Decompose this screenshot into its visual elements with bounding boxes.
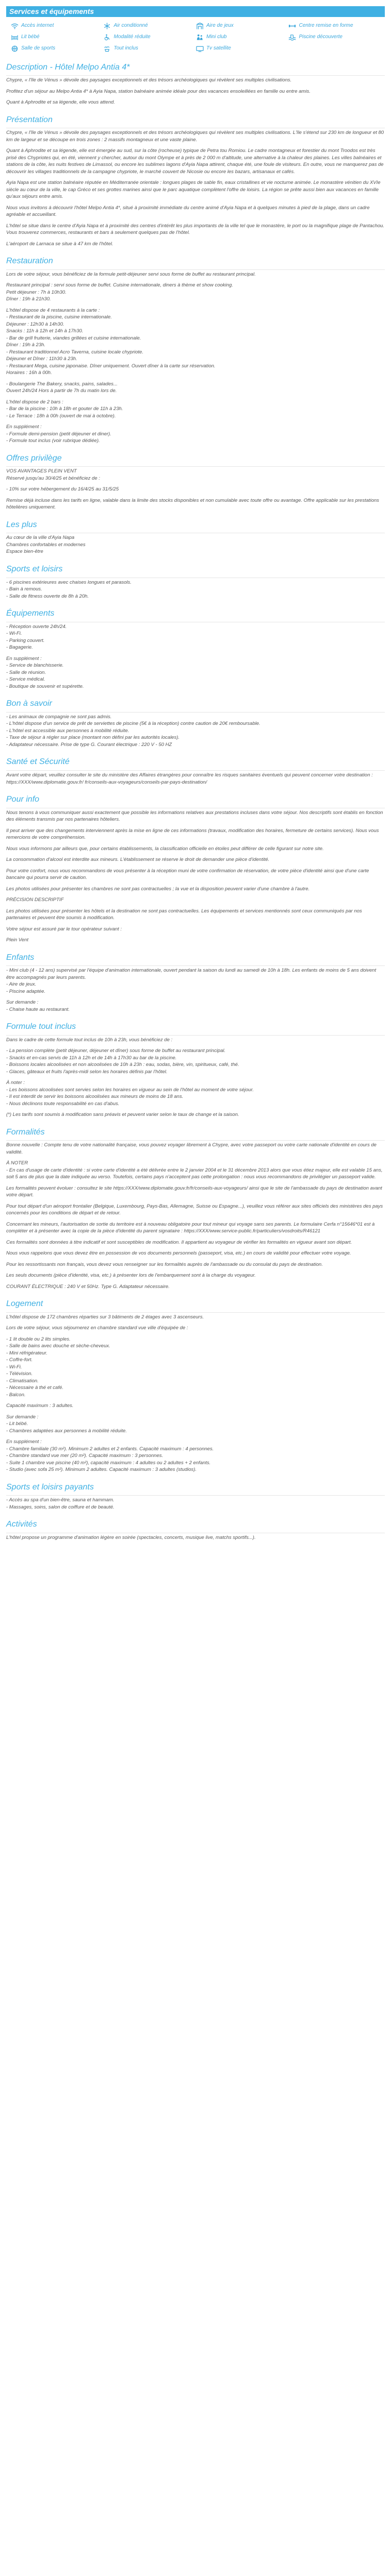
info-paragraph: Plein Vent	[6, 937, 28, 943]
sports-payants-section	[6, 1497, 385, 1511]
text-line: Espace bien-être	[6, 549, 43, 555]
text-line: Chambres confortables et modernes	[6, 541, 86, 548]
presentation-paragraph: L'aéroport de Larnaca se situe à 47 km de l'hôtel.	[6, 241, 113, 247]
text-line: L'hôtel propose un programme d'animation légère en soirée (spectacles, concerts, musique live, matchs sportifs...).	[6, 1534, 256, 1540]
tv-icon	[196, 45, 204, 52]
formule-line: - La pension complète (petit déjeuner, déjeuner et dîner) sous forme de buffet au restaurant principal.	[6, 1048, 226, 1054]
text-line: - Le Terrace : 18h à 00h (ouvert de mai à octobre).	[6, 413, 116, 419]
text-line: - Wi-Fi.	[6, 631, 22, 637]
formalites-paragraph: Les seuls documents (pièce d'identité, visa, etc.) à présenter lors de l'embarquement sont à la charge du voyageur.	[6, 1273, 256, 1279]
text-line: - Formule demi-pension (petit déjeuner et diner).	[6, 431, 111, 437]
text-line: - 1 lit double ou 2 lits simples.	[6, 1336, 71, 1342]
bon-a-savoir-section	[6, 714, 385, 748]
formalites-paragraph: COURANT ÉLECTRIQUE : 240 V et 50Hz. Type G. Adaptateur nécessaire.	[6, 1283, 170, 1290]
text-line: - Massages, soins, salon de coiffure et de beauté.	[6, 1504, 115, 1510]
logement-section	[6, 1314, 385, 1473]
text-line: En supplément :	[6, 424, 42, 430]
text-line: - Réception ouverte 24h/24.	[6, 623, 67, 630]
formule-tout-inclus-title: Formule tout inclus	[6, 1021, 385, 1036]
text-line: - Climatisation.	[6, 1378, 39, 1384]
formalites-paragraph: - En cas d'usage de carte d'identité : si votre carte d'identité a été délivrée entre le 2 janvier 2004 et le 31 décembre 2013 alors que vous étiez majeur, elle est valable 15 ans, soit 5 ans de plus que la date indiquée au verso. Toutefois, certains pays n'acceptent pas cette prolongation : nous vous recommandons de privilégier un passeport valide.	[6, 1167, 383, 1180]
enfants-section	[6, 967, 385, 1013]
formule-line: (*) Les tarifs sont soumis à modification sans préavis et peuvent varier selon le taux de change et la saison.	[6, 1112, 239, 1118]
info-paragraph: Nous tenons à vous communiquer aussi exactement que possible les informations relatives aux prestations incluses dans votre séjour. Nos descriptifs sont établis en fonction des éléments transmis par nos partenaires hôteliers.	[6, 809, 383, 823]
services-grid	[6, 17, 385, 58]
restauration-section	[6, 271, 385, 445]
service-item	[10, 45, 103, 52]
text-line: Remise déjà incluse dans les tarifs en ligne, valable dans la limite des stocks disponibles et non cumulable avec toute offre ou avantage. Offre applicable sur les prestations hôtelières uniquement.	[6, 497, 379, 511]
text-line: - Studio (avec sofa 25 m²). Minimum 2 adultes. Capacité maximum : 3 adultes (studios).	[6, 1467, 197, 1473]
sports-payants-title: Sports et loisirs payants	[6, 1482, 385, 1496]
text-line: - Restaurant de la piscine, cuisine internationale.	[6, 314, 112, 320]
service-item	[196, 33, 288, 41]
formalites-paragraph: Bonne nouvelle : Compte tenu de votre nationalité française, vous pouvez voyager librement à Chypre, avec votre passeport ou votre carte nationale d'identité en cours de validité.	[6, 1142, 377, 1155]
text-line: Dîner : 19h à 23h.	[6, 342, 46, 348]
text-line: - Adaptateur nécessaire. Prise de type G. Courant électrique : 220 V - 50 HZ	[6, 741, 172, 748]
info-paragraph: Votre séjour est assuré par le tour opérateur suivant :	[6, 926, 122, 932]
text-line: - Formule tout inclus (voir rubrique dédiée).	[6, 438, 100, 444]
service-item	[196, 22, 288, 29]
formule-line: - Glaces, gâteaux et fruits l'après-midi selon les horaires définis par l'hôtel.	[6, 1069, 168, 1075]
formule-line: À noter :	[6, 1080, 25, 1086]
info-paragraph: Les photos utilisées pour présenter les hôtels et la destination ne sont pas contractuelles. Les équipements et services mentionnés sont ceux communiqués par nos partenaires et peuvent être soumis à modification.	[6, 908, 362, 921]
service-item	[288, 22, 381, 29]
service-label: Tout inclus	[113, 45, 138, 52]
formalites-paragraph: Pour les ressortissants non français, vous devez vous renseigner sur les formalités auprès de l'ambassade ou du consulat du pays de destination.	[6, 1261, 323, 1267]
text-line: - Télévision.	[6, 1371, 33, 1377]
text-line: - Suite 1 chambre vue piscine (40 m²), capacité maximum : 4 adultes ou 2 adultes + 2 enfants.	[6, 1460, 211, 1466]
formule-section	[6, 1037, 385, 1118]
text-line: Lors de votre séjour, vous séjournerez en chambre standard vue ville d'équipée de :	[6, 1325, 188, 1331]
presentation-paragraph: Chypre, « l'île de Vénus » dévoile des paysages exceptionnels et des trésors archéologiques qui révèlent ses multiples civilisations. L'île s'étend sur 230 km de longueur et 80 km de largeur et se découpe en trois zones : 2 massifs montagneux et une vaste plaine.	[6, 130, 384, 143]
service-item	[288, 33, 381, 41]
text-line: Sur demande :	[6, 999, 39, 1006]
text-line: En supplément :	[6, 655, 42, 662]
text-line: - Bain à remous.	[6, 586, 42, 592]
service-item	[103, 33, 196, 41]
text-line: Déjeuner et Dîner : 11h30 à 23h.	[6, 356, 77, 362]
service-label: Piscine découverte	[299, 34, 343, 40]
presentation-paragraph: L'hôtel se situe dans le centre d'Ayia Napa et à proximité des centres d'intérêt les plus importants de la ville tel que le monastère, le port ou la magnifique plage de Pantachou. Vous trouverez commerces, restaurants et bars à seulement quelques pas de l'hôtel.	[6, 223, 385, 236]
sports-section	[6, 579, 385, 600]
presentation-paragraph: Quant à Aphrodite et sa légende, elle est émergée au sud, sur la côte (rocheuse) typique de Petra tou Romiou. Le cadre montagneux et forestier du mont Troodos est très prisé des Chypriotes qui, en été, viennent y chercher, autour du mont Olympe et à près de 2 000 m d'altitude, une alternative à la chaleur des plaines. Les villes balnéaires et stations de la côte, les nuits festives de Limassol, ou encore les sublimes lagons d'Ayia Napa attirent, chaque été, une foule de visiteurs. En outre, vous ne manquerez pas de découvrir les villages traditionnels de la campagne chypriote, le marché couvert de Nicosie ou encore les bazars, artisanaux et cafés.	[6, 148, 384, 175]
formalites-paragraph: Les formalités peuvent évoluer : consultez le site https://XXX/www.diplomatie.gouv.fr/fr/conseils-aux-voyageurs/ ainsi que le site de l'ambassade du pays de destination avant votre départ.	[6, 1185, 382, 1198]
service-label: Air conditionné	[113, 23, 148, 28]
text-line: - Mini club (4 - 12 ans) supervisé par l'équipe d'animation internationale, ouvert pendant la saison du lundi au samedi de 10h à 18h. Les enfants de moins de 5 ans doivent être accompagnés par leurs parents.	[6, 968, 377, 980]
info-paragraph: Les photos utilisées pour présenter les chambres ne sont pas contractuelles ; la vue et la disposition peuvent varier d'une chambre à l'autre.	[6, 886, 310, 892]
text-line: - Mini réfrigérateur.	[6, 1350, 47, 1356]
info-paragraph: Il peut arriver que des changements interviennent après la mise en ligne de ces informations (travaux, modification des horaires, fermeture de certains services). Nous vous remercions de votre compréhension.	[6, 827, 379, 841]
restauration-title: Restauration	[6, 256, 385, 270]
snowflake-icon	[103, 23, 111, 29]
text-line: Capacité maximum : 3 adultes.	[6, 1403, 74, 1409]
text-line: Déjeuner : 12h30 à 14h30.	[6, 321, 64, 327]
text-line: - Nécessaire à thé et café.	[6, 1385, 63, 1391]
text-line: - Chaise haute au restaurant.	[6, 1006, 70, 1012]
pour-info-section	[6, 809, 385, 944]
text-line: Restaurant principal : servi sous forme de buffet. Cuisine internationale, diners à thème et show cooking.	[6, 282, 233, 289]
service-item	[10, 22, 103, 29]
text-line: L'hôtel dispose de 4 restaurants à la carte :	[6, 307, 100, 313]
text-line: - Piscine adaptée.	[6, 988, 46, 994]
text-line: En supplément :	[6, 1439, 42, 1445]
crib-icon	[10, 34, 19, 41]
text-line: Ouvert 24h/24 Hors à partir de 7h du matin lors de.	[6, 388, 117, 394]
text-line: L'hôtel dispose de 172 chambres réparties sur 3 bâtiments de 2 étages avec 3 ascenseurs.	[6, 1314, 204, 1320]
bon-a-savoir-title: Bon à savoir	[6, 698, 385, 713]
wifi-icon	[10, 23, 19, 29]
logement-title: Logement	[6, 1298, 385, 1313]
plus-section	[6, 534, 385, 555]
text-line: - Salle de réunion.	[6, 669, 46, 675]
activites-section	[6, 1534, 385, 1541]
text-line: - Boulangerie The Bakery, snacks, pains, salades...	[6, 381, 118, 387]
presentation-paragraph: Nous vous invitons à découvrir l'hôtel Melpo Antia 4*, situé à proximité immédiate du centre animé d'Ayia Napa et à quelques minutes à pied de la plage, dans un cadre agréable et accueillant.	[6, 205, 370, 218]
service-label: Aire de jeux	[206, 23, 234, 28]
playground-icon	[196, 23, 204, 29]
text-line: Sur demande :	[6, 1414, 39, 1420]
pool-icon	[288, 34, 297, 41]
offres-section	[6, 468, 385, 511]
offres-title: Offres privilège	[6, 453, 385, 467]
text-line: - L'hôtel est accessible aux personnes à mobilité réduite.	[6, 727, 129, 734]
text-line: Snacks : 11h à 12h et 14h à 17h30.	[6, 328, 84, 334]
text-line: Lors de votre séjour, vous bénéficiez de la formule petit-déjeuner servi sous forme de buffet au restaurant principal.	[6, 271, 256, 277]
service-item	[10, 33, 103, 41]
text-line: - Bar de grill fruiterie, viandes grillées et cuisine internationale.	[6, 335, 141, 341]
formule-paragraph: Dans le cadre de cette formule tout inclus de 10h à 23h, vous bénéficiez de :	[6, 1037, 173, 1043]
text-line: - Chambre standard vue mer (20 m²). Capacité maximum : 3 personnes.	[6, 1453, 164, 1459]
service-label: Accès internet	[21, 23, 54, 28]
service-label: Centre remise en forme	[299, 23, 353, 28]
sante-paragraph: Avant votre départ, veuillez consulter le site du ministère des Affaires étrangères pour connaître les risques sanitaires éventuels qui peuvent concerner votre destination : https://XXX/www.diplomatie.gouv.fr/ fr/conseils-aux-voyageurs/conseils-par-pays-destination/	[6, 772, 373, 785]
service-label: Salle de sports	[21, 45, 56, 52]
text-line: Au cœur de la ville d'Ayia Napa	[6, 535, 75, 541]
text-line: Dîner : 19h à 21h30.	[6, 296, 51, 302]
formalites-note-label: À NOTER	[6, 1160, 28, 1166]
text-line: - Service de blanchisserie.	[6, 663, 64, 669]
presentation-section	[6, 129, 385, 247]
service-label: Tv satellite	[206, 45, 231, 52]
formalites-title: Formalités	[6, 1127, 385, 1141]
text-line: - Lit bébé.	[6, 1421, 28, 1427]
text-line: - Parking couvert.	[6, 637, 45, 643]
wheelchair-icon	[103, 34, 111, 41]
text-line: Petit déjeuner : 7h à 10h30.	[6, 289, 67, 295]
text-line: L'hôtel dispose de 2 bars :	[6, 399, 63, 405]
enfants-title: Enfants	[6, 952, 385, 967]
text-line: - Les animaux de compagnie ne sont pas admis.	[6, 714, 112, 720]
info-paragraph: Nous vous informons par ailleurs que, pour certains établissements, la classification officielle en étoiles peut différer de celle figurant sur notre site.	[6, 845, 324, 852]
formule-line: - Nous déclinons toute responsabilité en cas d'abus.	[6, 1100, 120, 1107]
all-inclusive-icon	[103, 45, 111, 52]
equipements-title: Équipements	[6, 608, 385, 622]
text-line: - Service médical.	[6, 676, 45, 683]
description-paragraph: Chypre, « l'île de Vénus » dévoile des paysages exceptionnels et des trésors archéologiques qui révèlent ses multiples civilisations.	[6, 77, 292, 83]
description-title: Description - Hôtel Melpo Antia 4*	[6, 62, 385, 76]
text-line: - Salle de fitness ouverte de 8h à 20h.	[6, 593, 89, 599]
formule-line: - Snacks et en-cas servis de 11h à 12h et de 14h à 17h30 au bar de la piscine.	[6, 1055, 177, 1061]
formalites-paragraph: Pour tout départ d'un aéroport frontalier (Belgique, Luxembourg, Pays-Bas, Allemagne, Suisse ou Espagne...), veuillez vous référer aux sites officiels des ministères des pays concernés pour les conditions de départ et de retour.	[6, 1203, 383, 1216]
sports-icon	[10, 45, 19, 52]
formalites-section	[6, 1142, 385, 1290]
text-line: - Boutique de souvenir et supérette.	[6, 683, 84, 689]
plus-title: Les plus	[6, 519, 385, 534]
text-line: Horaires : 16h à 00h.	[6, 370, 52, 376]
kids-club-icon	[196, 34, 204, 41]
text-line: - Restaurant traditionnel Acro Taverna, cuisine locale chypriote.	[6, 349, 143, 355]
service-label: Mini club	[206, 34, 227, 40]
service-item	[196, 45, 288, 52]
info-paragraph: Pour votre confort, nous vous recommandons de vous présenter à la réception muni de votre confirmation de réservation, de votre pièce d'identité ainsi que d'une carte bancaire qui pourra servir de caution.	[6, 868, 369, 881]
equipements-section	[6, 623, 385, 690]
info-paragraph: PRÉCISION DESCRIPTIF	[6, 897, 64, 903]
description-paragraph: Profitez d'un séjour au Melpo Antia 4* à Ayia Napa, station balnéaire animée idéale pour des vacances ensoleillées en famille ou entre amis.	[6, 88, 311, 94]
service-item	[103, 45, 196, 52]
formalites-paragraph: Nous vous rappelons que vous devez être en possession de vos documents personnels (passeport, visa, etc.) en cours de validité pour effectuer votre voyage.	[6, 1250, 351, 1257]
text-line: - Balcon.	[6, 1392, 26, 1398]
text-line: - Accès au spa d'un bien-être, sauna et hammam.	[6, 1497, 115, 1503]
description-section	[6, 77, 385, 106]
sports-title: Sports et loisirs	[6, 564, 385, 578]
service-label: Lit bébé	[21, 34, 40, 40]
text-line: - Coffre-fort.	[6, 1357, 33, 1363]
text-line: - 10% sur votre hébergement du 16/4/25 au 31/5/25	[6, 486, 119, 493]
text-line: - Aire de jeux.	[6, 981, 37, 988]
sante-title: Santé et Sécurité	[6, 756, 385, 771]
text-line: - Taxe de séjour à régler sur place (montant non défini par les autorités locales).	[6, 735, 180, 741]
presentation-title: Présentation	[6, 114, 385, 129]
text-line: - Salle de bains avec douche et sèche-cheveux.	[6, 1343, 110, 1349]
formalites-paragraph: Concernant les mineurs, l'autorisation de sortie du territoire est à nouveau obligatoire pour tout mineur qui voyage sans ses parents. Le formulaire Cerfa n°15646*01 est à compléter et à présenter avec la copie de la pièce d'identité du parent signataire : https://XXX/www.service-public.fr/particuliers/vosdroits/R46121	[6, 1221, 375, 1234]
formalites-paragraph: Ces formalités sont données à titre indicatif et sont susceptibles de modification. Il appartient au voyageur de vérifier les formalités en vigueur avant son départ.	[6, 1239, 352, 1245]
presentation-paragraph: Ayia Napa est une station balnéaire réputée en Méditerranée orientale : longues plages de sable fin, eaux cristallines et vie nocturne animée. Le monastère vénitien du XVIe siècle au cœur de la ville, le cap Gréco et ses grottes marines ainsi que le parc aquatique complètent l'offre de loisirs. La région se prête aussi bien aux vacances en famille qu'aux séjours entre amis.	[6, 180, 381, 200]
text-line: - Bagagerie.	[6, 645, 33, 651]
text-line: - Chambre familiale (30 m²). Minimum 2 adultes et 2 enfants. Capacité maximum : 4 personnes.	[6, 1446, 214, 1452]
info-paragraph: La consommation d'alcool est interdite aux mineurs. L'établissement se réserve le droit de demander une pièce d'identité.	[6, 857, 270, 863]
fitness-icon	[288, 23, 297, 29]
formule-line: - Les boissons alcoolisées sont servies selon les horaires en vigueur au sein de l'hôtel au moment de votre séjour.	[6, 1087, 254, 1093]
formule-line: - Boissons locales alcoolisées et non alcoolisées de 10h à 23h : eau, sodas, bière, vin, spiritueux, café, thé.	[6, 1062, 239, 1068]
text-line: VOS AVANTAGES PLEIN VENT	[6, 468, 77, 474]
text-line: - Chambres adaptées aux personnes à mobilité réduite.	[6, 1428, 127, 1434]
text-line: - L'hôtel dispose d'un service de prêt de serviettes de piscine (5€ à la réception) contre caution de 20€ remboursable.	[6, 721, 260, 727]
text-line: - Wi-Fi.	[6, 1364, 22, 1370]
text-line: - 6 piscines extérieures avec chaises longues et parasols.	[6, 579, 132, 585]
text-line: - Bar de la piscine : 10h à 18h et gouter de 11h à 23h.	[6, 406, 123, 412]
text-line: - Restaurant Mega, cuisine japonaise. Dîner uniquement. Ouvert dîner à la carte sur réservation.	[6, 363, 216, 369]
service-label: Modalité réduite	[113, 34, 151, 40]
services-header: Services et équipements	[6, 6, 385, 17]
service-item	[103, 22, 196, 29]
sante-section	[6, 772, 385, 786]
formule-line: - Il est interdit de servir les boissons alcoolisées aux mineurs de moins de 18 ans.	[6, 1094, 184, 1100]
text-line: Réservé jusqu'au 30/4/25 et bénéficiez de :	[6, 475, 100, 481]
pour-info-title: Pour info	[6, 794, 385, 808]
activites-title: Activités	[6, 1519, 385, 1533]
description-paragraph: Quant à Aphrodite et sa légende, elle vous attend.	[6, 99, 115, 106]
